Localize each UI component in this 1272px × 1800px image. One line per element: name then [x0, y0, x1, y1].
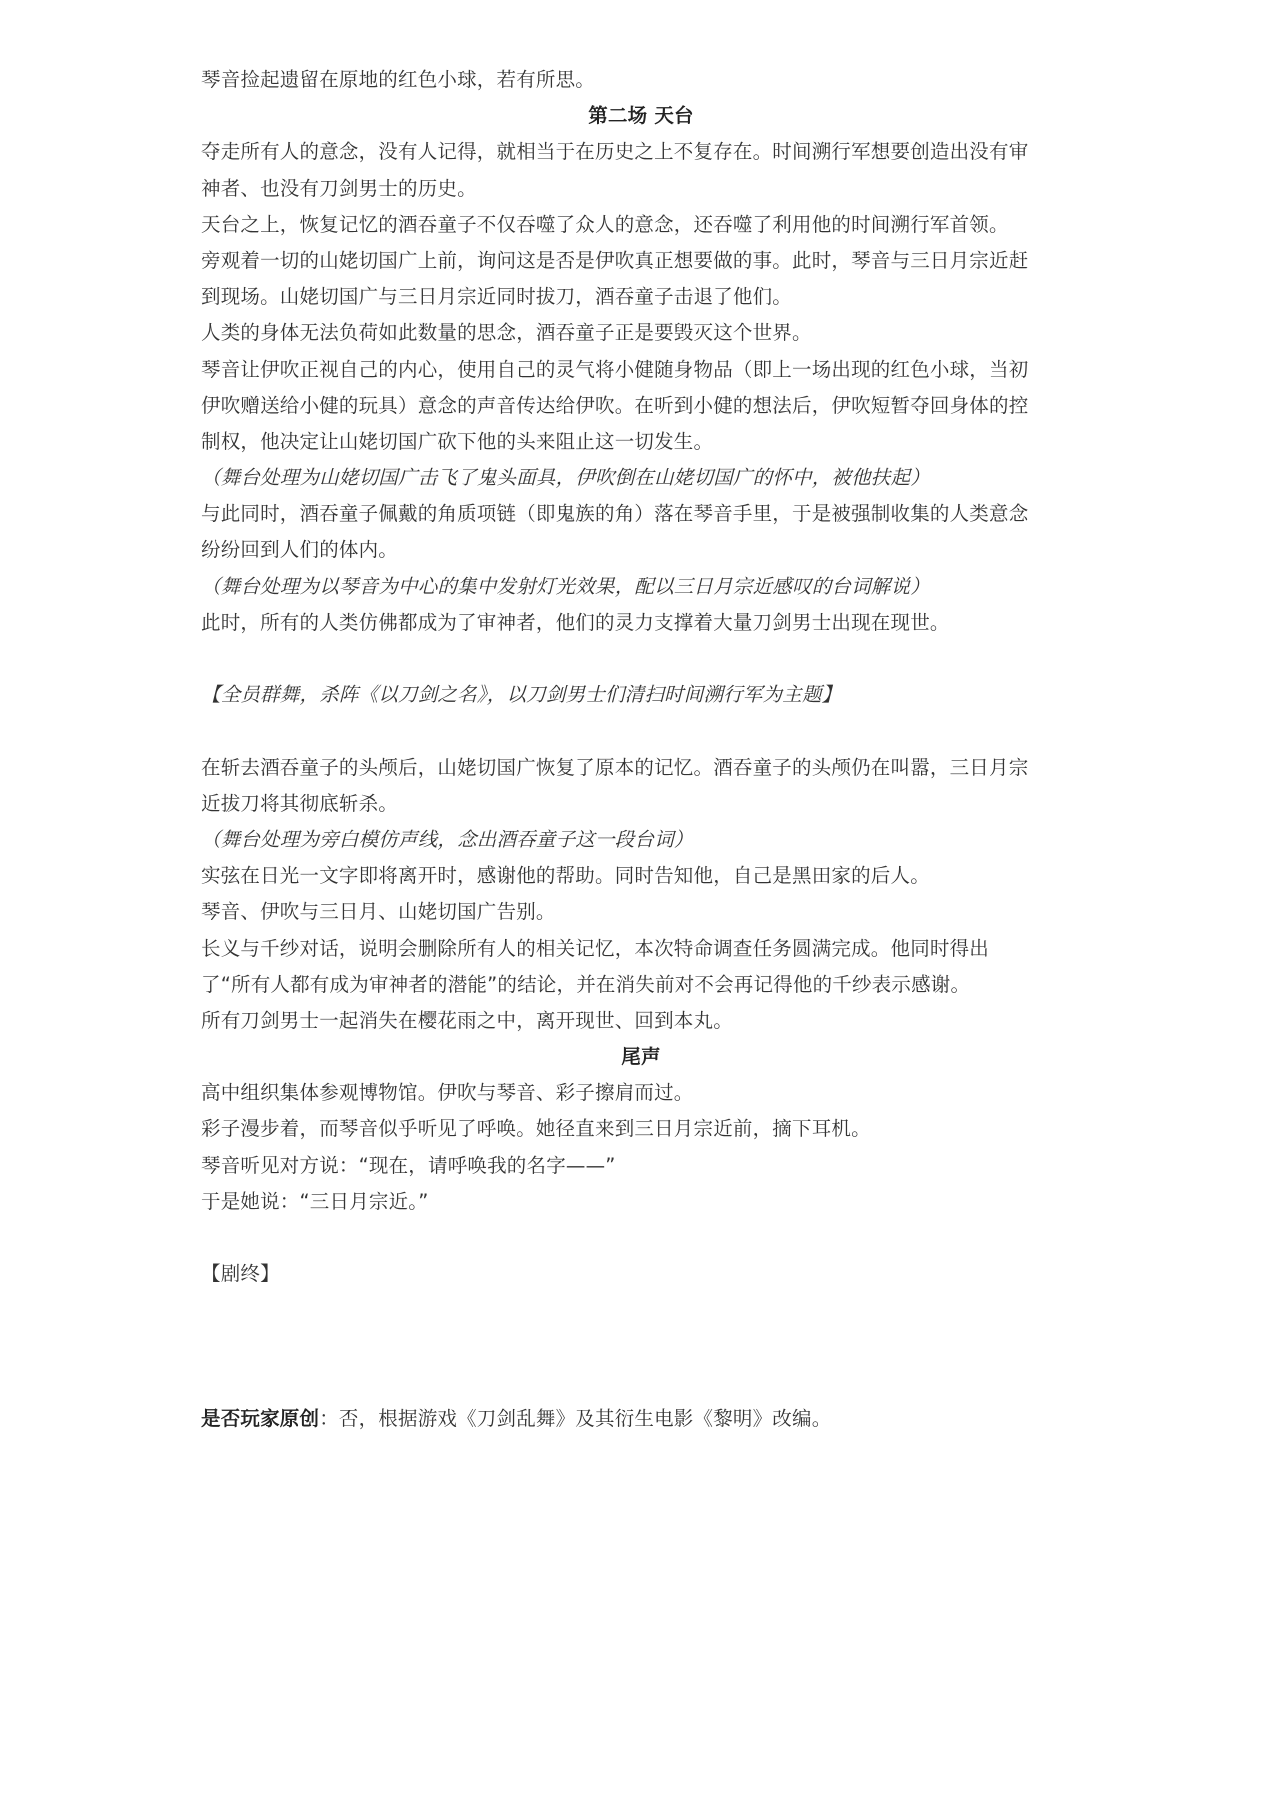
original-text: ：否，根据游戏《刀剑乱舞》及其衍生电影《黎明》改编。 — [319, 1406, 832, 1430]
stage-direction: （舞台处理为旁白模仿声线，念出酒吞童子这一段台词） — [201, 827, 694, 851]
blank-line — [201, 713, 1081, 749]
text-line: 高中组织集体参观博物馆。伊吹与琴音、彩子擦肩而过。 — [201, 1081, 694, 1105]
text-line: 近拔刀将其彻底斩杀。 — [201, 791, 399, 815]
text-line: 与此同时，酒吞童子佩戴的角质项链（即鬼族的角）落在琴音手里，于是被强制收集的人类意念 — [201, 502, 1029, 526]
text-line: 【剧终】 — [201, 1262, 280, 1286]
stage-direction: （舞台处理为山姥切国广击飞了鬼头面具，伊吹倒在山姥切国广的怀中，被他扶起） — [201, 466, 930, 490]
section-heading: 尾声 — [621, 1045, 661, 1069]
text-line: 伊吹赠送给小健的玩具）意念的声音传达给伊吹。在听到小健的想法后，伊吹短暂夺回身体的控 — [201, 393, 1029, 417]
text-line: 了“所有人都有成为审神者的潜能”的结论，并在消失前对不会再记得他的千纱表示感谢。 — [201, 972, 971, 996]
text-line: 于是她说：“三日月宗近。” — [201, 1189, 429, 1213]
text-line: 纷纷回到人们的体内。 — [201, 538, 399, 562]
blank-line — [201, 641, 1081, 677]
text-line: 夺走所有人的意念，没有人记得，就相当于在历史之上不复存在。时间溯行军想要创造出没有审 — [201, 140, 1029, 164]
text-line: 旁观着一切的山姥切国广上前，询问这是否是伊吹真正想要做的事。此时，琴音与三日月宗近赶 — [201, 248, 1029, 272]
text-line: 天台之上，恢复记忆的酒吞童子不仅吞噬了众人的意念，还吞噬了利用他的时间溯行军首领。 — [201, 212, 1009, 236]
blank-line — [201, 1220, 1081, 1256]
text-line: 琴音捡起遗留在原地的红色小球，若有所思。 — [201, 68, 596, 91]
stage-direction: （舞台处理为以琴音为中心的集中发射灯光效果，配以三日月宗近感叹的台词解说） — [201, 574, 930, 598]
blank-line — [201, 1329, 1081, 1365]
text-line: 琴音让伊吹正视自己的内心，使用自己的灵气将小健随身物品（即上一场出现的红色小球，当初 — [201, 357, 1029, 381]
blank-line — [201, 1292, 1081, 1328]
text-line: 到现场。山姥切国广与三日月宗近同时拔刀，酒吞童子击退了他们。 — [201, 285, 793, 309]
text-line: 制权，他决定让山姥切国广砍下他的头来阻止这一切发生。 — [201, 429, 714, 453]
document-body — [201, 62, 1081, 1437]
text-line: 琴音、伊吹与三日月、山姥切国广告别。 — [201, 900, 556, 924]
original-label: 是否玩家原创 — [201, 1406, 320, 1430]
text-line: 所有刀剑男士一起消失在樱花雨之中，离开现世、回到本丸。 — [201, 1008, 733, 1032]
text-line: 长义与千纱对话，说明会删除所有人的相关记忆，本次特命调查任务圆满完成。他同时得出 — [201, 936, 990, 960]
text-line: 此时，所有的人类仿佛都成为了审神者，他们的灵力支撑着大量刀剑男士出现在现世。 — [201, 610, 950, 634]
text-line: 在斩去酒吞童子的头颅后，山姥切国广恢复了原本的记忆。酒吞童子的头颅仍在叫嚣，三日月宗 — [201, 755, 1029, 779]
footer-line — [201, 1401, 1081, 1437]
section-heading: 第二场 天台 — [588, 104, 694, 128]
text-line: 人类的身体无法负荷如此数量的思念，酒吞童子正是要毁灭这个世界。 — [201, 321, 812, 345]
text-line: 彩子漫步着，而琴音似乎听见了呼唤。她径直来到三日月宗近前，摘下耳机。 — [201, 1117, 871, 1141]
text-line: 实弦在日光一文字即将离开时，感谢他的帮助。同时告知他，自己是黑田家的后人。 — [201, 864, 930, 888]
blank-line — [201, 1365, 1081, 1401]
text-line: 神者、也没有刀剑男士的历史。 — [201, 176, 477, 200]
text-line: 琴音听见对方说：“现在，请呼唤我的名字——” — [201, 1153, 616, 1177]
stage-direction: 【全员群舞，杀阵《以刀剑之名》，以刀剑男士们清扫时间溯行军为主题】 — [201, 683, 842, 707]
